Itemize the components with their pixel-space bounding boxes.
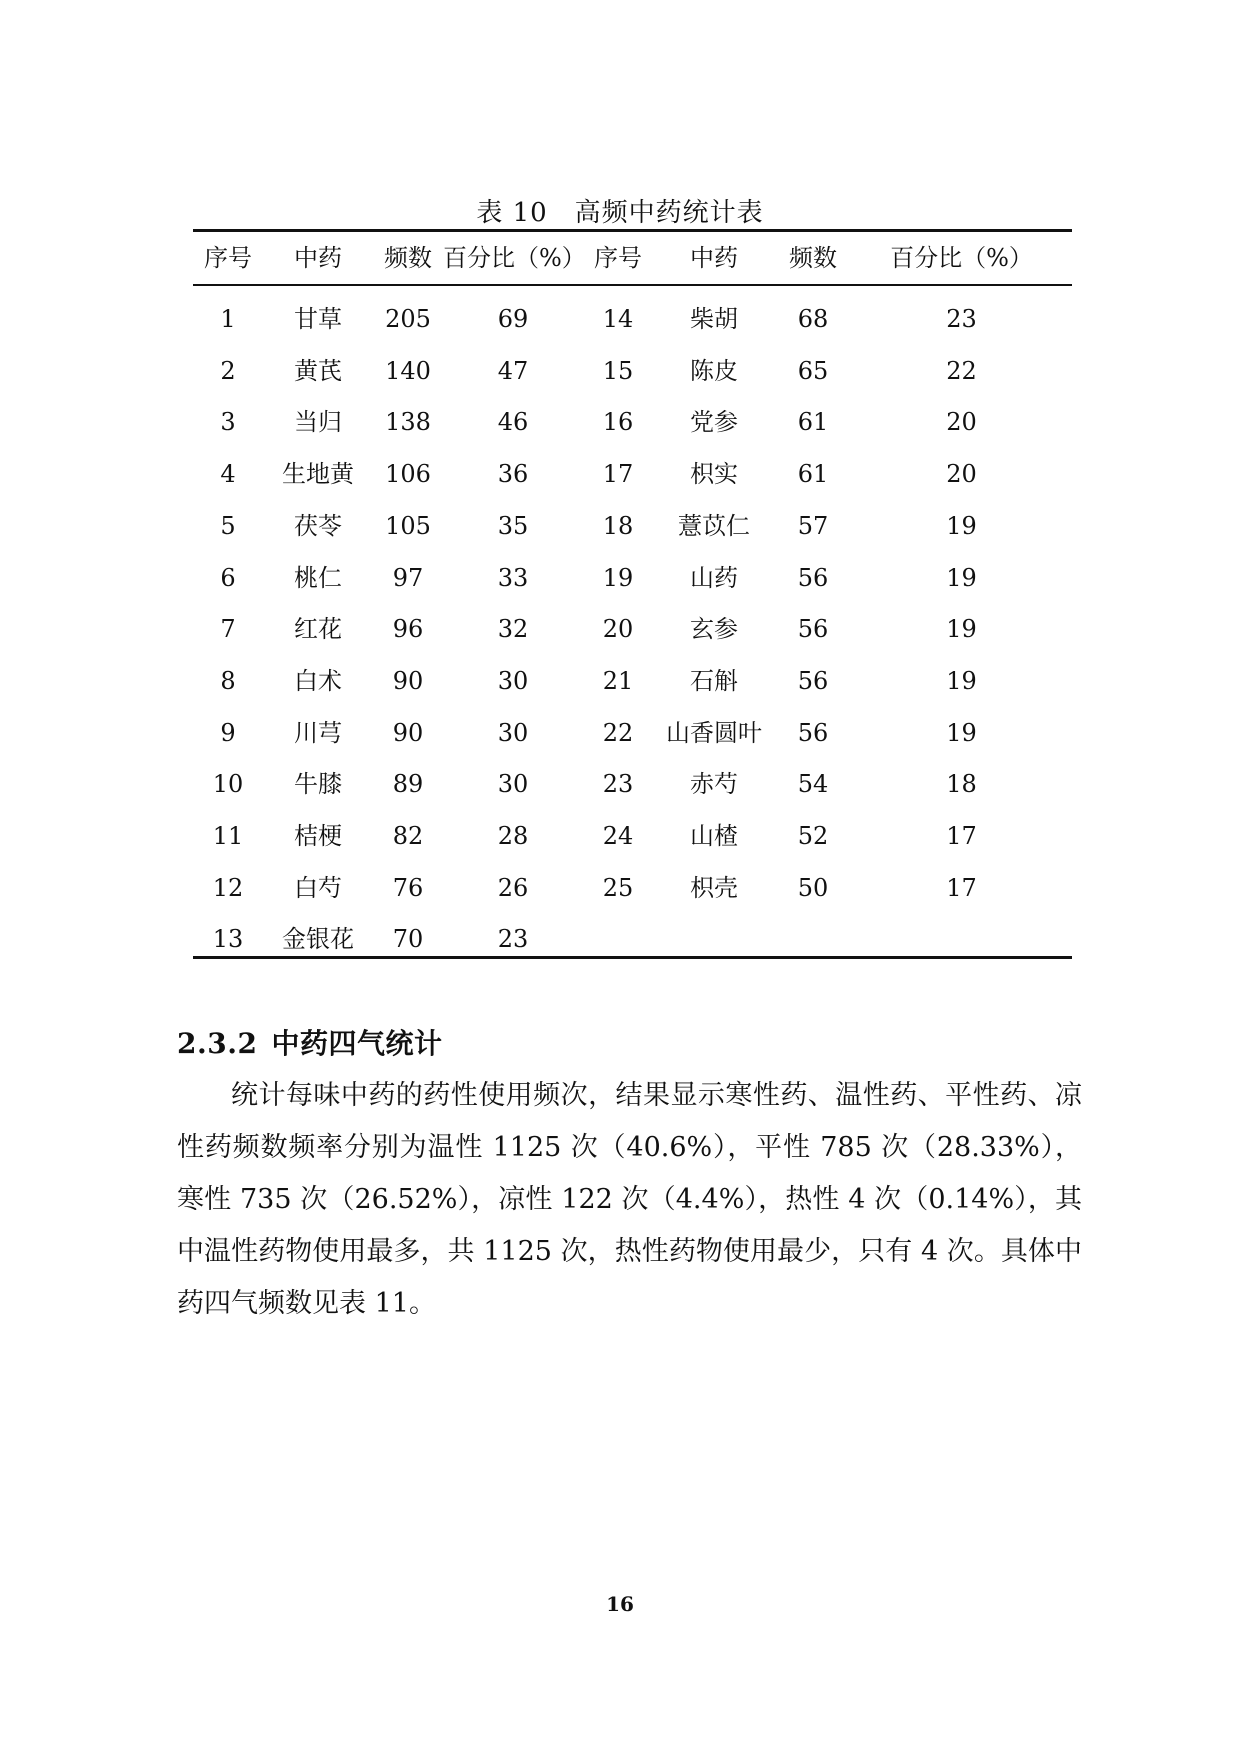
table-cell: 36 (497, 460, 529, 489)
table-row (193, 759, 1072, 811)
table-cell: 56 (797, 563, 829, 592)
table-row (193, 604, 1072, 656)
table-cell: 9 (220, 718, 236, 747)
table-cell: 26 (497, 873, 529, 902)
table-cell: 30 (497, 666, 529, 695)
table-row (193, 284, 1072, 346)
header-row (193, 232, 1072, 284)
table-cell: 138 (385, 408, 431, 437)
table-cell: 茯苓 (294, 511, 342, 540)
table-cell: 56 (797, 666, 829, 695)
table-cell: 17 (946, 873, 977, 902)
table-cell: 54 (797, 770, 829, 799)
table-cell: 玄参 (690, 615, 738, 644)
table-cell: 205 (385, 305, 431, 333)
table-cell: 18 (946, 770, 977, 799)
table-cell: 16 (602, 408, 634, 437)
table-cell: 61 (797, 460, 829, 489)
header-cell: 频数 (789, 244, 837, 272)
table-cell: 2 (220, 356, 236, 385)
table-cell: 96 (392, 615, 424, 644)
table-cell: 22 (946, 356, 977, 385)
table-row (193, 346, 1072, 398)
table-cell: 当归 (294, 408, 342, 437)
table-cell: 30 (497, 770, 529, 799)
table-cell: 56 (797, 718, 829, 747)
table-cell: 69 (497, 305, 529, 333)
table-cell: 106 (385, 460, 431, 489)
table-cell: 61 (797, 408, 829, 437)
table-row (193, 656, 1072, 708)
table-cell: 陈皮 (690, 356, 738, 385)
table-cell: 白术 (294, 666, 342, 695)
table-cell: 25 (602, 873, 634, 902)
table-cell: 牛膝 (294, 770, 342, 799)
table-cell: 白芍 (294, 873, 342, 902)
table-cell: 柴胡 (690, 305, 738, 333)
table-cell: 红花 (294, 615, 342, 644)
table-cell: 19 (946, 563, 977, 592)
table-cell: 枳实 (690, 460, 738, 489)
table-cell: 17 (602, 460, 634, 489)
table-cell: 8 (220, 666, 236, 695)
table-cell: 党参 (690, 408, 738, 437)
table-cell: 35 (497, 511, 529, 540)
herb-frequency-table (193, 232, 1072, 966)
table-cell: 68 (797, 305, 829, 333)
table-cell: 12 (212, 873, 244, 902)
table-body (193, 284, 1072, 966)
table-cell: 56 (797, 615, 829, 644)
table-cell: 黄芪 (294, 356, 342, 385)
table-cell: 46 (497, 408, 529, 437)
table-cell: 82 (392, 822, 424, 851)
table-cell: 6 (220, 563, 236, 592)
table-cell: 19 (946, 615, 977, 644)
section-title: 中药四气统计 (271, 1027, 443, 1060)
table-cell: 21 (602, 666, 634, 695)
table-cell (775, 914, 851, 966)
table-cell: 赤芍 (690, 770, 738, 799)
table-cell: 57 (797, 511, 829, 540)
table-cell: 13 (212, 925, 244, 954)
table-cell: 140 (385, 356, 431, 385)
header-cell: 中药 (294, 244, 342, 272)
table-cell: 50 (797, 873, 829, 902)
table-cell: 32 (497, 615, 529, 644)
table-row (193, 449, 1072, 501)
table-cell: 4 (220, 460, 236, 489)
table-cell: 76 (392, 873, 424, 902)
table-row (193, 397, 1072, 449)
table-row (193, 501, 1072, 553)
table-cell: 52 (797, 822, 829, 851)
table-cell: 20 (602, 615, 634, 644)
table-cell: 山香圆叶 (666, 718, 762, 747)
table-cell: 22 (602, 718, 634, 747)
table-cell: 山楂 (690, 822, 738, 851)
table-cell: 90 (392, 666, 424, 695)
table-cell: 1 (220, 305, 236, 333)
table-cell: 15 (602, 356, 634, 385)
table-cell: 70 (392, 925, 424, 954)
table-caption: 表 10 高频中药统计表 (476, 198, 764, 228)
table-cell: 石斛 (690, 666, 738, 695)
table-cell: 28 (497, 822, 529, 851)
table-cell: 33 (497, 563, 529, 592)
table-cell: 65 (797, 356, 829, 385)
table-row (193, 811, 1072, 863)
table-cell: 14 (602, 305, 634, 333)
body-paragraph: 统计每味中药的药性使用频次，结果显示寒性药、温性药、平性药、凉性药频数频率分别为温性 1125 次（40.6%），平性 785 次（28.33%），寒性 735 次（26.52%），凉性 122 次（4.4%），热性 4 次（0.14%），其中温性药物使用最多，共 1125 次，热性药物使用最少，只有 4 次。具体中药四气频数见表 11。 (177, 1080, 1082, 1319)
table-cell: 金银花 (282, 925, 354, 954)
table-row (193, 708, 1072, 760)
table-cell: 桔梗 (294, 822, 342, 851)
table-cell (583, 914, 653, 966)
table-cell: 19 (946, 511, 977, 540)
table-cell: 105 (385, 511, 431, 540)
table-cell: 5 (220, 511, 236, 540)
section-number: 2.3.2 (177, 1027, 258, 1060)
table-cell: 18 (602, 511, 634, 540)
table-cell: 47 (497, 356, 529, 385)
table-cell: 90 (392, 718, 424, 747)
table-cell: 97 (392, 563, 424, 592)
table-cell: 20 (946, 408, 977, 437)
table-cell: 30 (497, 718, 529, 747)
table-cell: 生地黄 (282, 460, 354, 489)
header-cell: 频数 (384, 244, 432, 272)
table-cell: 薏苡仁 (678, 511, 750, 540)
table-cell (653, 914, 775, 966)
table-cell: 川芎 (294, 718, 342, 747)
table-header (193, 232, 1072, 284)
header-cell: 序号 (204, 244, 252, 272)
table-cell: 19 (602, 563, 634, 592)
table-row (193, 553, 1072, 605)
table-cell: 19 (946, 718, 977, 747)
table-cell: 山药 (690, 563, 738, 592)
table-cell: 20 (946, 460, 977, 489)
table-cell (851, 914, 1072, 966)
table-cell: 枳壳 (690, 873, 738, 902)
table-cell: 23 (497, 925, 529, 954)
table-cell: 89 (392, 770, 424, 799)
table-cell: 11 (212, 822, 244, 851)
table-cell: 23 (602, 770, 634, 799)
table-cell: 17 (946, 822, 977, 851)
table-cell: 7 (220, 615, 236, 644)
header-cell: 序号 (594, 244, 642, 272)
page-number: 16 (606, 1592, 634, 1616)
table-cell: 3 (220, 408, 236, 437)
table-cell: 23 (946, 305, 977, 333)
table-cell: 10 (212, 770, 244, 799)
header-cell: 百分比（%） (890, 244, 1033, 272)
table-cell: 甘草 (294, 305, 342, 333)
table-row (193, 863, 1072, 915)
header-cell: 中药 (690, 244, 738, 272)
table-row (193, 914, 1072, 966)
table-cell: 桃仁 (294, 563, 342, 592)
table-cell: 24 (602, 822, 634, 851)
header-cell: 百分比（%） (443, 244, 586, 272)
table-cell: 19 (946, 666, 977, 695)
section-heading (177, 1022, 442, 1062)
